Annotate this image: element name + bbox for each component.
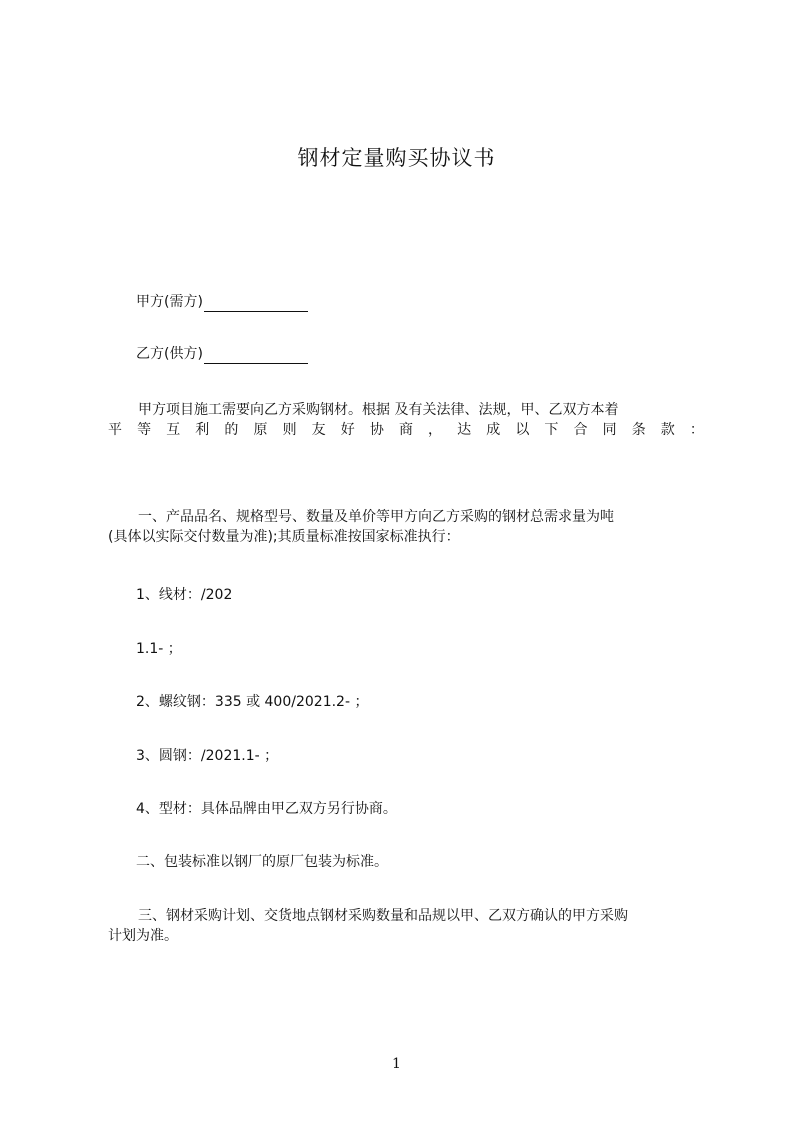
intro-line-2-char: 好 (340, 422, 355, 438)
intro-line-2-char: 利 (195, 422, 210, 438)
intro-line-2-char: 下 (544, 422, 559, 438)
intro-line-2-char: 友 (311, 422, 326, 438)
party-b-blank (204, 347, 308, 364)
intro-line-2-char: 则 (282, 422, 297, 438)
document-title: 钢材定量购买协议书 (297, 146, 496, 170)
party-a-label: 甲方(需方) (136, 294, 203, 310)
party-b-line (136, 344, 308, 364)
page-number: 1 (392, 1056, 401, 1072)
intro-line-2-char: ： (689, 422, 704, 438)
section-3-line-1: 三、钢材采购计划、交货地点钢材采购数量和品规以甲、乙双方确认的甲方采购 (138, 908, 628, 924)
intro-line-2-char: 达 (457, 422, 472, 438)
section-1-paragraph (108, 507, 704, 547)
item-4: 4、型材：具体品牌由甲乙双方另行协商。 (136, 801, 397, 817)
section-1-line-2: (具体以实际交付数量为准);其质量标准按国家标准执行： (108, 529, 460, 545)
section-2: 二、包装标准以钢厂的原厂包装为标准。 (136, 854, 388, 870)
intro-line-2-char: 协 (369, 422, 384, 438)
intro-line-2-char: 条 (631, 422, 646, 438)
intro-paragraph (108, 400, 704, 440)
intro-line-2-char: 的 (224, 422, 239, 438)
party-a-line (136, 292, 308, 312)
intro-line-2-char: 原 (253, 422, 268, 438)
item-2: 2、螺纹钢：335 或 400/2021.2- ； (136, 694, 369, 710)
section-3-line-2: 计划为准。 (108, 928, 178, 944)
intro-line-2-char: 商 (398, 422, 413, 438)
intro-line-2-char: 款 (660, 422, 675, 438)
intro-line-2-char: 平 (108, 422, 122, 438)
item-3: 3、圆钢：/2021.1- ； (136, 748, 279, 764)
section-3-paragraph (108, 906, 704, 946)
intro-line-2-char: 等 (137, 422, 152, 438)
item-1-1: 1.1- ； (136, 641, 182, 657)
intro-line-2-char: 互 (166, 422, 181, 438)
intro-line-1: 甲方项目施工需要向乙方采购钢材。根据 及有关法律、法规，甲、乙双方本着 (138, 402, 619, 418)
intro-line-2-char: 合 (573, 422, 588, 438)
intro-line-2-char: ， (428, 422, 443, 438)
intro-line-2-char: 同 (602, 422, 617, 438)
intro-line-2 (108, 420, 704, 440)
party-a-blank (204, 295, 308, 312)
section-1-line-1: 一、产品品名、规格型号、数量及单价等甲方向乙方采购的钢材总需求量为吨 (138, 509, 614, 525)
item-1: 1、线材：/202 (136, 587, 233, 603)
intro-line-2-char: 成 (486, 422, 501, 438)
party-b-label: 乙方(供方) (136, 346, 203, 362)
intro-line-2-char: 以 (515, 422, 530, 438)
